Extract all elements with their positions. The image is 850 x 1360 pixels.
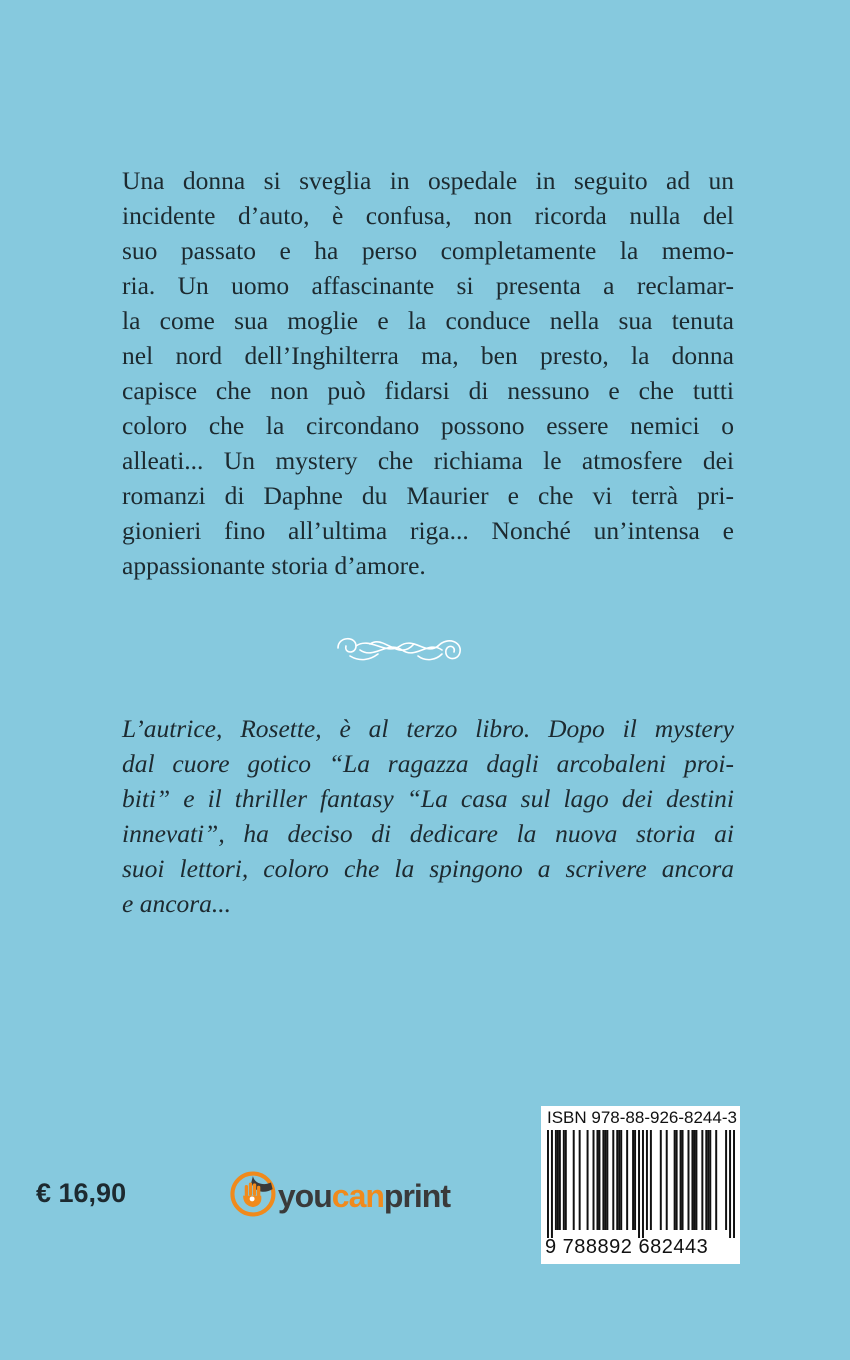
barcode-bar [632, 1130, 634, 1230]
publisher-logo [230, 1166, 450, 1222]
barcode-bar [596, 1130, 598, 1230]
barcode-bar [606, 1130, 608, 1230]
barcode-bar [682, 1130, 684, 1230]
barcode-bar [565, 1130, 567, 1230]
wordmark-you: you [277, 1177, 332, 1214]
barcode-bar [579, 1130, 581, 1230]
isbn-label: ISBN 978-88-926-8244-3 [547, 1108, 737, 1127]
synopsis-line: Una donna si sveglia in ospedale in seguito ad un [122, 166, 734, 195]
barcode-bar [620, 1130, 622, 1230]
barcode-bar [691, 1130, 693, 1230]
synopsis-line: coloro che la circondano possono essere nemici o [122, 411, 734, 440]
author-bio-line: biti” e il thriller fantasy “La casa sul lago dei destini [122, 784, 734, 813]
barcode-bar [680, 1130, 682, 1230]
barcode-bar [587, 1130, 589, 1230]
publisher-wordmark [278, 1178, 450, 1215]
barcode-bar [695, 1130, 697, 1230]
synopsis-line: suo passato e ha perso completamente la memo- [122, 236, 734, 265]
barcode-bar [604, 1130, 606, 1230]
wordmark-print: print [383, 1177, 450, 1214]
synopsis-line: capisce che non può fidarsi di nessuno e che tutti [122, 376, 734, 405]
ornament-flourish-icon [330, 622, 466, 670]
barcode-bar [618, 1130, 620, 1230]
barcode-bar [563, 1130, 565, 1230]
barcode-bar [725, 1130, 727, 1230]
barcode-bar [626, 1130, 628, 1230]
synopsis-line: nel nord dell’Inghilterra ma, ben presto, la donna [122, 341, 734, 370]
barcode-bar [676, 1130, 678, 1230]
barcode-bar [709, 1130, 711, 1230]
ean-digits: 9 788892 682443 [545, 1236, 709, 1258]
barcode-bar [701, 1130, 703, 1230]
barcode-bar [638, 1130, 640, 1238]
barcode-bar [733, 1130, 735, 1238]
barcode-bars [547, 1130, 735, 1238]
barcode-bar [729, 1130, 731, 1238]
isbn-barcode [541, 1106, 740, 1264]
barcode-bar [715, 1130, 717, 1230]
synopsis-line: gionieri fino all’ultima riga... Nonché un’intensa e [122, 516, 734, 545]
barcode-bar [705, 1130, 707, 1230]
synopsis-line: appassionante storia d’amore. [122, 551, 426, 580]
author-bio-line: innevati”, ha deciso di dedicare la nuova storia ai [122, 819, 734, 848]
author-bio-line: dal cuore gotico “La ragazza dagli arcobaleni proi- [122, 749, 734, 778]
barcode-bar [559, 1130, 561, 1230]
barcode-bar [642, 1130, 644, 1238]
barcode-bar [674, 1130, 676, 1230]
price-label: € 16,90 [36, 1178, 127, 1208]
barcode-bar [688, 1130, 690, 1230]
barcode-bar [634, 1130, 636, 1230]
barcode-bar [547, 1130, 549, 1238]
synopsis-line: la come sua moglie e la conduce nella sua tenuta [122, 306, 734, 335]
barcode-bar [551, 1130, 553, 1238]
barcode-bar [555, 1130, 557, 1230]
barcode-bar [646, 1130, 648, 1230]
barcode-bar [573, 1130, 575, 1230]
barcode-bar [707, 1130, 709, 1230]
barcode-bar [557, 1130, 559, 1230]
wordmark-can: can [331, 1177, 384, 1214]
barcode-bar [693, 1130, 695, 1230]
barcode-bar [602, 1130, 604, 1230]
barcode-bar [666, 1130, 668, 1230]
author-bio-line: suoi lettori, coloro che la spingono a scrivere ancora [122, 854, 734, 883]
synopsis-line: ria. Un uomo affascinante si presenta a reclamar- [122, 271, 734, 300]
barcode-bar [650, 1130, 652, 1230]
barcode-bar [612, 1130, 614, 1230]
synopsis-block [122, 163, 734, 583]
synopsis-line: romanzi di Daphne du Maurier e che vi terrà pri- [122, 481, 734, 510]
synopsis-line: incidente d’auto, è confusa, non ricorda nulla del [122, 201, 734, 230]
youcanprint-hand-icon [230, 1166, 276, 1222]
barcode-bar [616, 1130, 618, 1230]
barcode-bar [598, 1130, 600, 1230]
author-bio-line: e ancora... [122, 889, 232, 918]
author-bio-line: L’autrice, Rosette, è al terzo libro. Dopo il mystery [122, 714, 734, 743]
author-block [122, 711, 734, 921]
barcode-bar [660, 1130, 662, 1230]
synopsis-line: alleati... Un mystery che richiama le atmosfere dei [122, 446, 734, 475]
barcode-bar [593, 1130, 595, 1230]
